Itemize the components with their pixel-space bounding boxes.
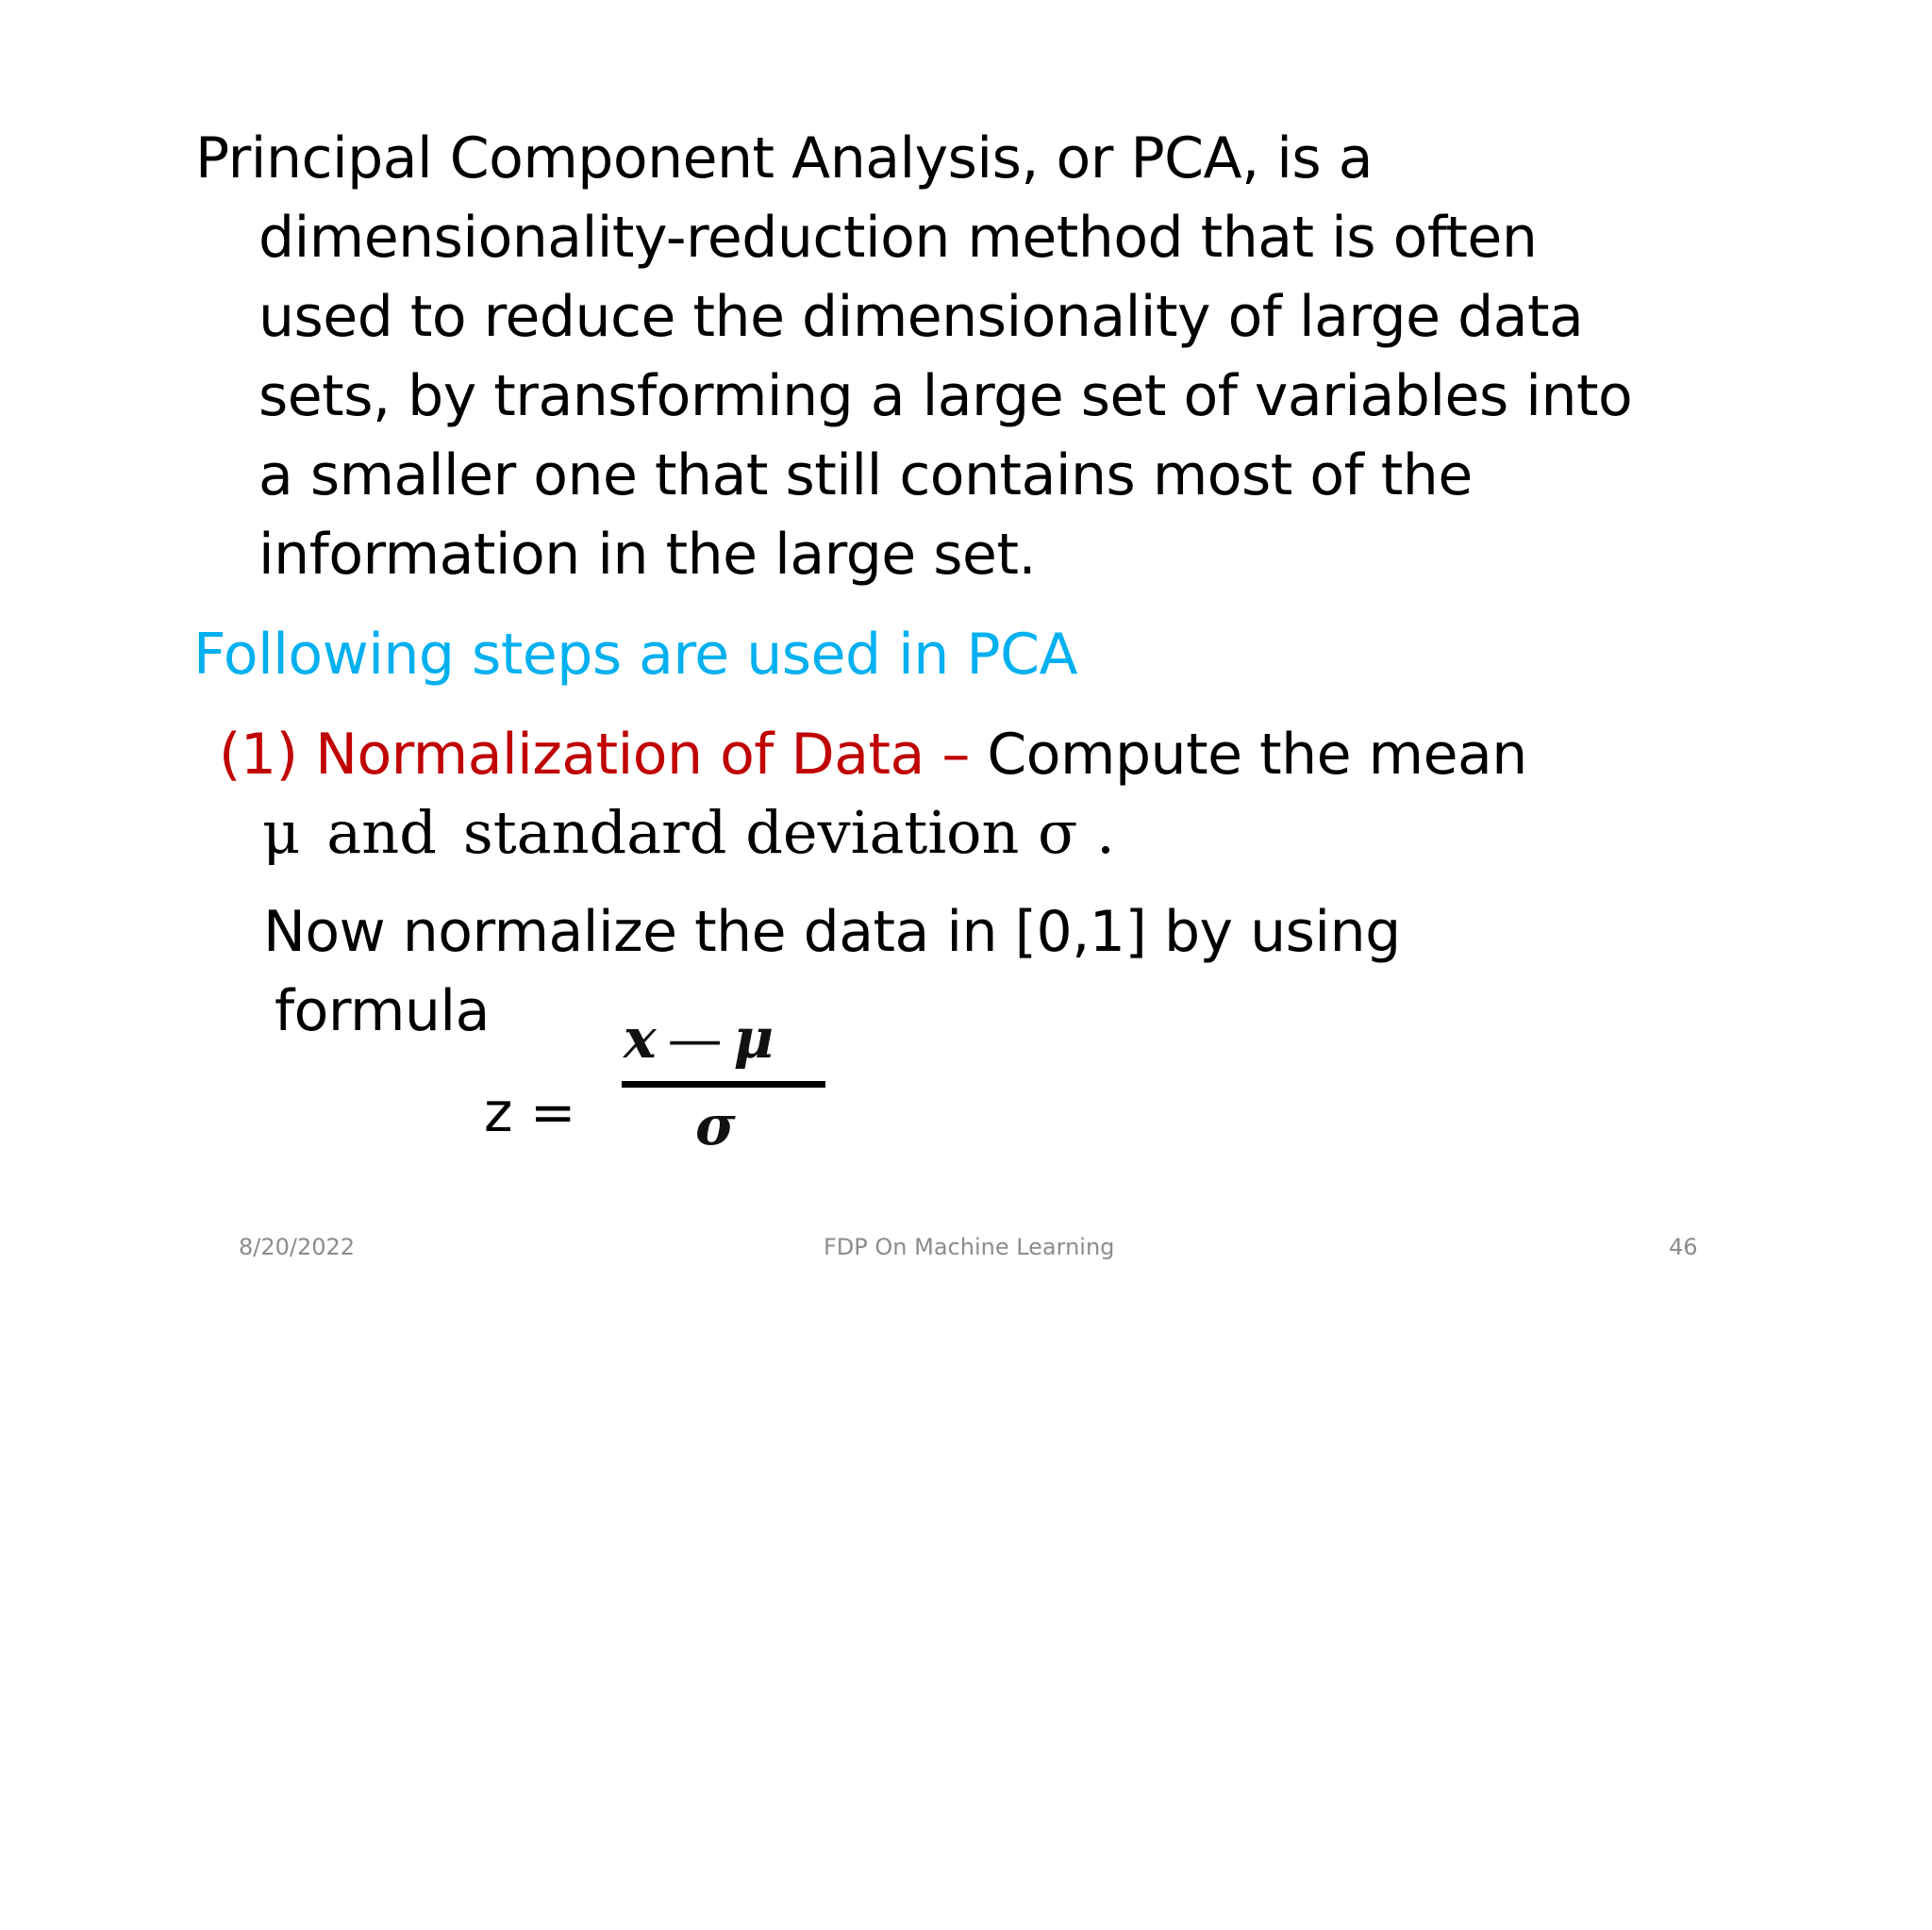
footer-title: FDP On Machine Learning [824, 1234, 1115, 1260]
paragraph-line-1: Principal Component Analysis, or PCA, is a [195, 125, 1373, 191]
step-1-text: Compute the mean [969, 722, 1527, 788]
and-word: and [326, 798, 437, 867]
formula-numerator [624, 1007, 824, 1070]
numerator-mu: μ [733, 1007, 774, 1071]
mu-symbol: μ [262, 798, 301, 867]
formula-lhs: z = [484, 1080, 576, 1144]
fraction-bar [622, 1081, 825, 1088]
standard-deviation-text: standard deviation σ . [462, 798, 1115, 867]
footer-page-number: 46 [1669, 1234, 1698, 1260]
paragraph-line-4: sets, by transforming a large set of variables into [258, 363, 1633, 429]
step-1-math-line [262, 798, 1115, 867]
numerator-minus: — [667, 1007, 723, 1071]
paragraph-line-3: used to reduce the dimensionality of large data [258, 284, 1584, 350]
formula-word: formula [275, 978, 490, 1044]
numerator-x: x [624, 1007, 657, 1071]
paragraph-line-2: dimensionality-reduction method that is often [258, 205, 1538, 271]
formula-fraction [618, 1007, 830, 1158]
steps-subheading: Following steps are used in PCA [193, 622, 1078, 688]
normalize-instruction: Now normalize the data in [0,1] by using [263, 899, 1401, 965]
paragraph-line-6: information in the large set. [258, 522, 1037, 588]
formula-denominator: σ [695, 1093, 736, 1157]
footer-date: 8/20/2022 [239, 1234, 356, 1260]
step-1-label: (1) Normalization of Data – [219, 722, 970, 788]
step-1-heading [219, 722, 1527, 788]
paragraph-line-5: a smaller one that still contains most of the [258, 442, 1473, 508]
